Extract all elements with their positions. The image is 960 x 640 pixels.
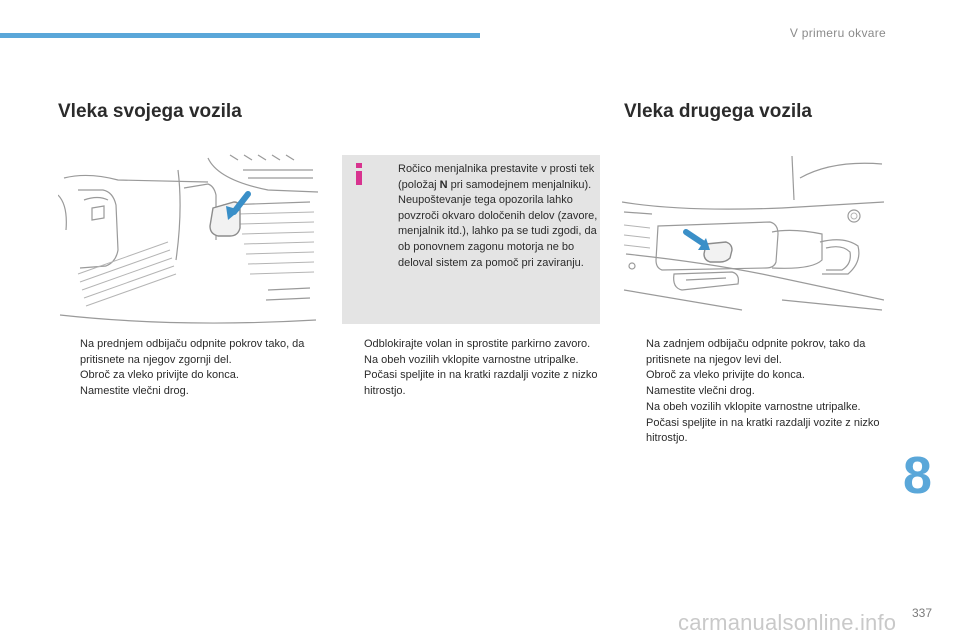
front-bumper-illustration [58, 150, 318, 328]
steps-list-general [342, 337, 604, 400]
steps-list-other-vehicle [624, 337, 886, 447]
rear-bumper-illustration [622, 150, 884, 328]
list-item: Obroč za vleko privijte do konca. [80, 369, 239, 382]
header-accent-bar [0, 33, 480, 38]
info-icon [350, 163, 368, 185]
chapter-title: V primeru okvare [789, 26, 886, 40]
page-number: 337 [912, 606, 933, 620]
list-item: Na prednjem odbijaču odpnite pokrov tako, da pritisnete na njegov zgornji del. [80, 338, 305, 366]
list-item: Na obeh vozilih vklopite varnostne utripalke. [646, 400, 861, 413]
watermark: carmanualsonline.info [678, 610, 897, 635]
list-item: Počasi speljite in na kratki razdalji vozite z nizko hitrostjo. [364, 369, 598, 398]
list-item: Odblokirajte volan in sprostite parkirno zavoro. [364, 338, 591, 350]
list-item: Namestite vlečni drog. [80, 385, 189, 398]
list-item: Na zadnjem odbijaču odpnite pokrov, tako da pritisnete na njegov levi del. [646, 338, 866, 366]
chapter-number: 8 [903, 447, 932, 505]
info-box [342, 155, 600, 324]
section-title-other-vehicle: Vleka drugega vozila [624, 101, 812, 122]
list-item: Na obeh vozilih vklopite varnostne utripalke. [364, 353, 579, 366]
steps-list-own-vehicle [58, 337, 320, 400]
section-title-own-vehicle: Vleka svojega vozila [58, 101, 242, 122]
list-item: Namestite vlečni drog. [646, 385, 755, 398]
info-text: Ročico menjalnika prestavite v prosti tek (položaj N pri samodejnem menjalniku). Neupoštevanje tega opozorila lahko povzroči okvaro določenih delov (zavore, menjalnik itd.), lahko pa se tudi zgodi, da ob ponovnem zagonu motorja ne bo deloval sistem za pomoč pri zaviranju. [398, 163, 598, 269]
gear-position-n: N [439, 178, 448, 191]
list-item: Obroč za vleko privijte do konca. [646, 369, 805, 382]
list-item: Počasi speljite in na kratki razdalji vozite z nizko hitrostjo. [646, 416, 880, 445]
